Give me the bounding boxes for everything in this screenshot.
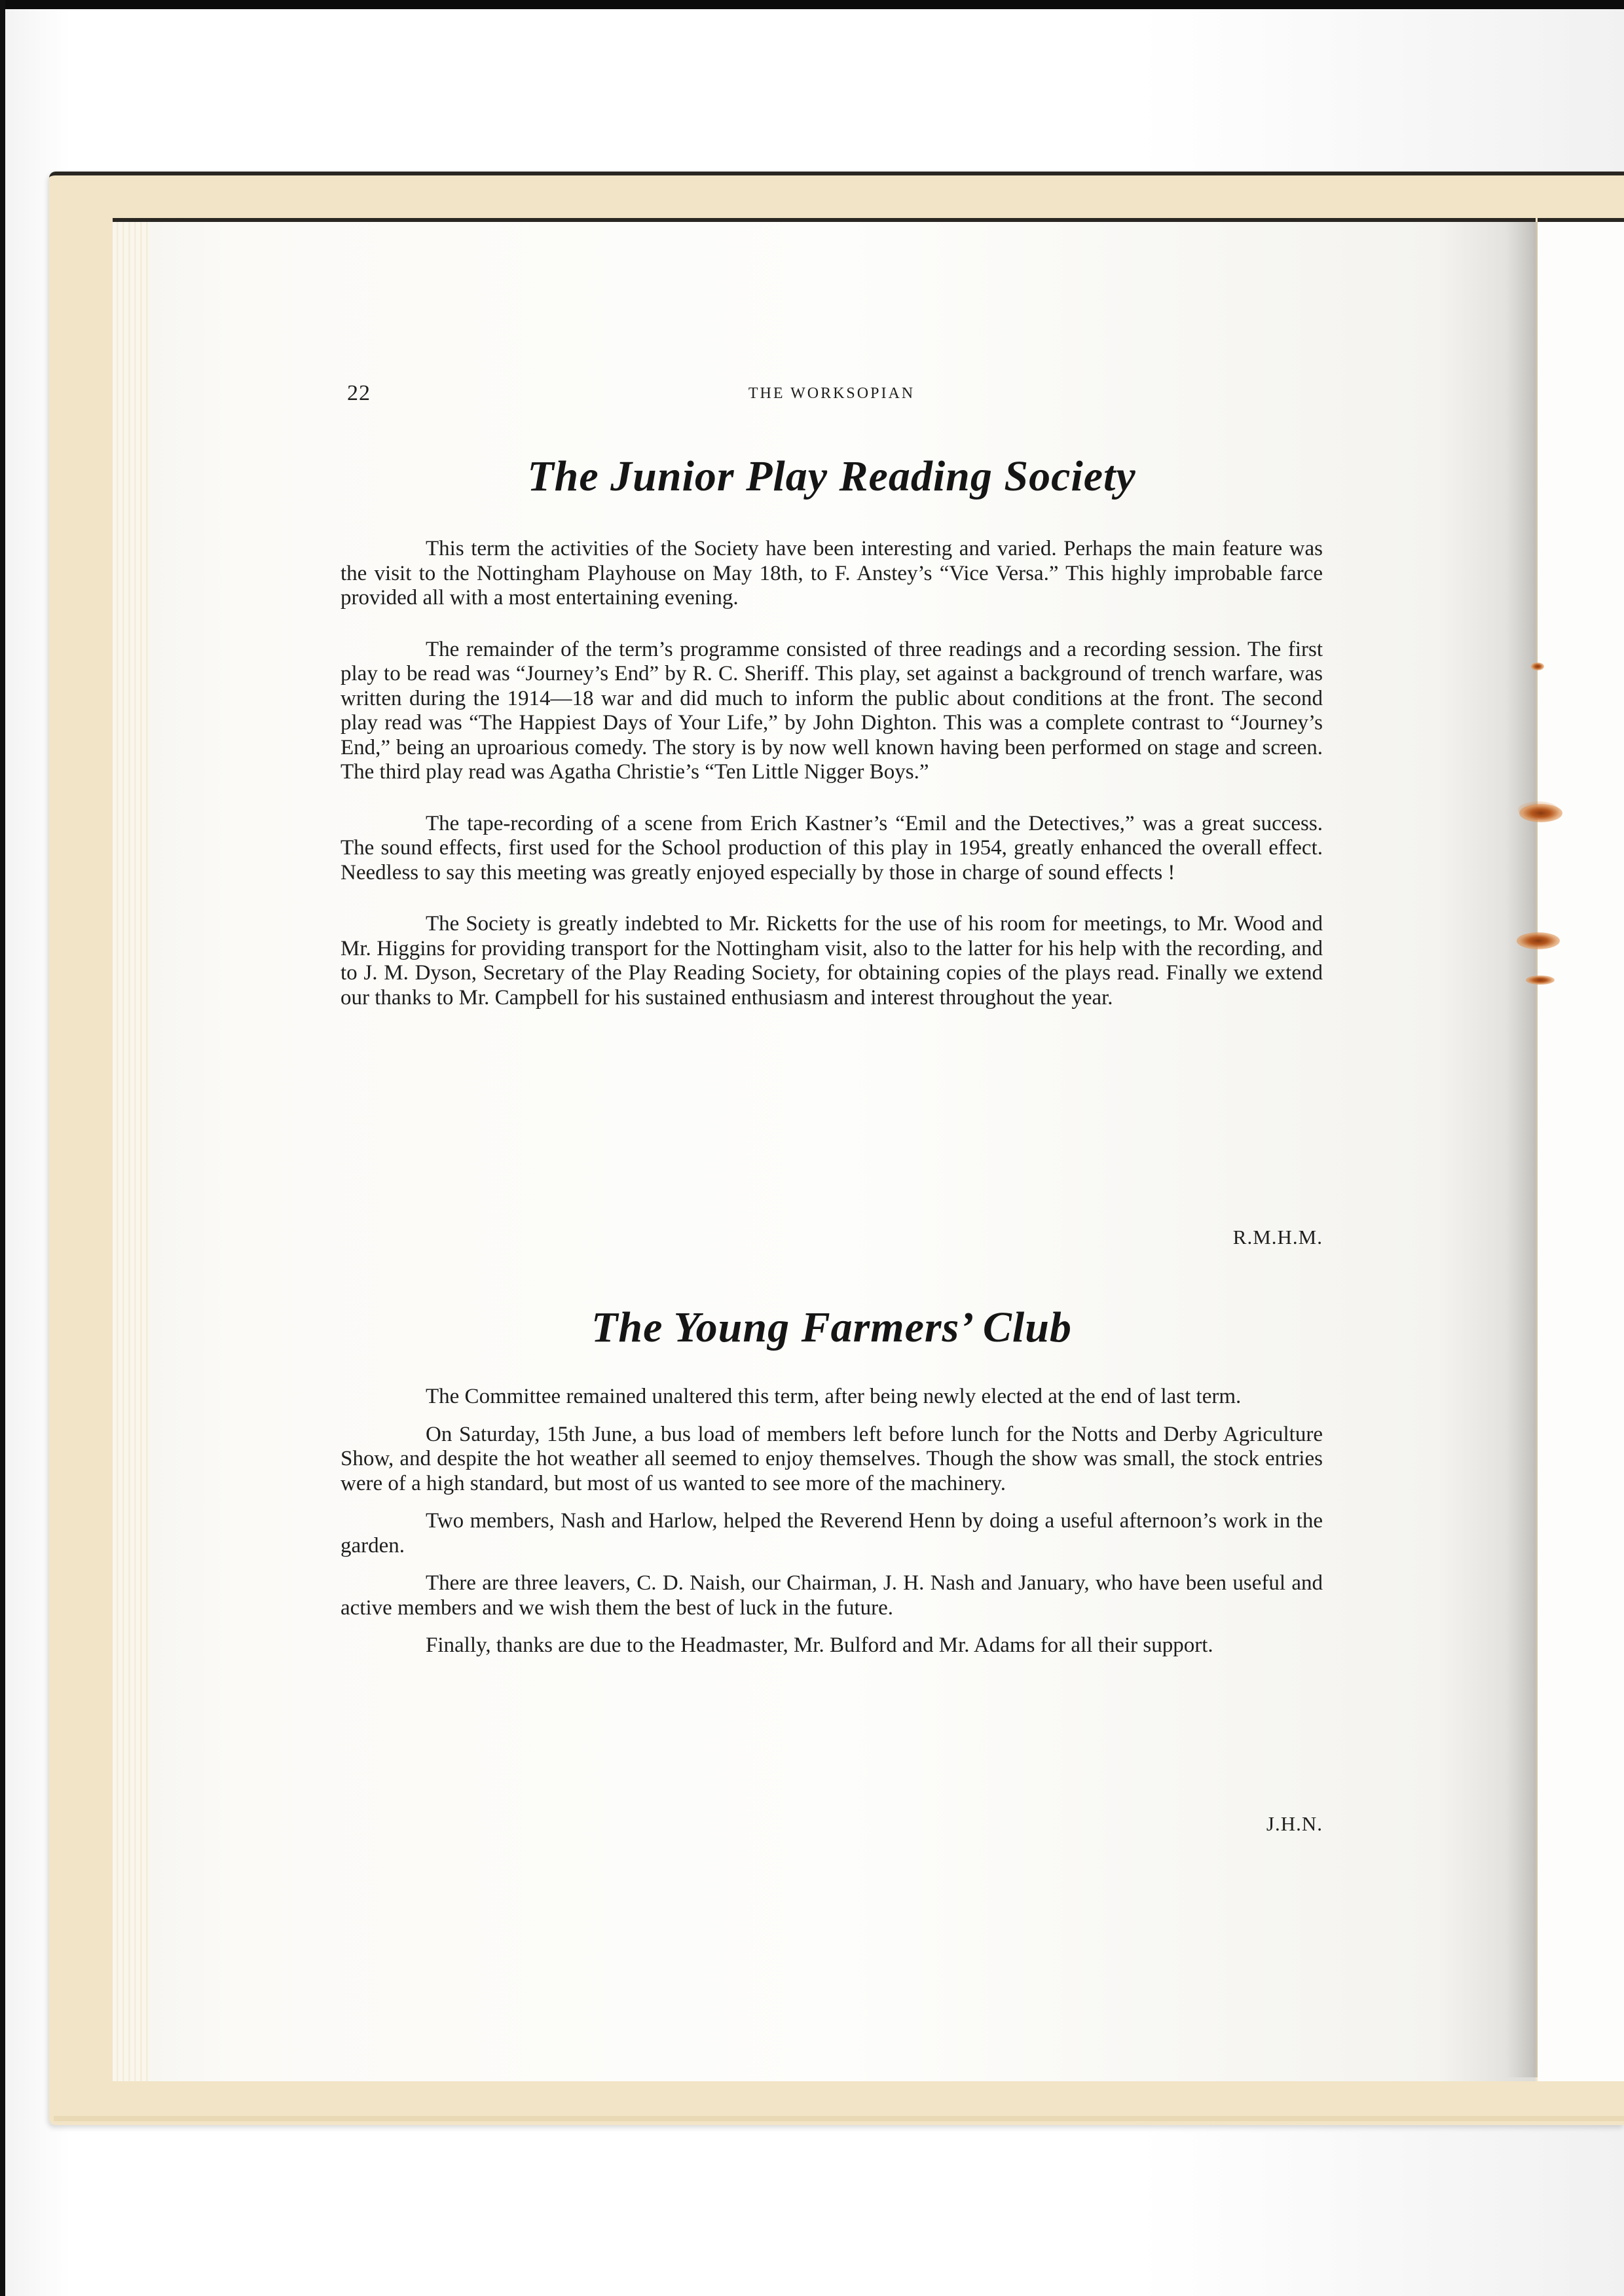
rust-stain bbox=[1517, 932, 1560, 949]
facing-page bbox=[1538, 218, 1624, 2081]
rust-stain bbox=[1526, 975, 1555, 985]
paragraph: The tape-recording of a scene from Erich Kastner’s “Emil and the Detectives,” was a great success. The sound effects, first used for the School production of this play in 1954, greatly enhanced the overall effect. Needless to say this meeting was greatly enjoyed especially by those in charge of sound effects ! bbox=[341, 811, 1323, 884]
signature-initials: R.M.H.M. bbox=[1232, 1226, 1323, 1248]
article-body-play-reading bbox=[341, 537, 1323, 1010]
page-number: 22 bbox=[347, 381, 371, 405]
book-cover-bottom-edge bbox=[54, 2116, 1624, 2121]
rust-stain bbox=[1519, 804, 1562, 822]
paragraph: The remainder of the term’s programme consisted of three readings and a recording session. The first play to be read was “Journey’s End” by R. C. Sheriff. This play, set against a background of trench warfare, was written during the 1914—18 war and did much to inform the public about conditions at the front. The second play read was “The Happiest Days of Your Life,” by John Dighton. This was a complete contrast to “Journey’s End,” being an uproarious comedy. The story is by now well known having been performed on stage and screen. The third play read was Agatha Christie’s “Ten Little Nigger Boys.” bbox=[341, 637, 1323, 784]
paragraph: Finally, thanks are due to the Headmaster, Mr. Bulford and Mr. Adams for all their support. bbox=[426, 1633, 1213, 1657]
paragraph: The Committee remained unaltered this term, after being newly elected at the end of last term. bbox=[426, 1385, 1242, 1408]
scanner-top-edge bbox=[0, 0, 1624, 9]
paragraph: The Society is greatly indebted to Mr. Ricketts for the use of his room for meetings, to Mr. Wood and Mr. Higgins for providing transport for the Nottingham visit, also to the latter for his help with the recording, and to J. M. Dyson, Secretary of the Play Reading Society, for obtaining copies of the plays read. Finally we extend our thanks to Mr. Campbell for his sustained enthusiasm and interest throughout the year. bbox=[341, 912, 1323, 1010]
scanner-left-edge bbox=[0, 0, 5, 2296]
article-title-young-farmers: The Young Farmers’ Club bbox=[591, 1303, 1072, 1351]
running-header bbox=[341, 381, 1323, 407]
journal-title: THE WORKSOPIAN bbox=[748, 385, 915, 402]
rust-stain bbox=[1531, 663, 1544, 670]
page-stack-edges bbox=[113, 218, 152, 2081]
page-gutter-shadow bbox=[1506, 222, 1538, 2077]
paragraph: There are three leavers, C. D. Naish, our Chairman, J. H. Nash and January, who have been useful and active members and we wish them the best of luck in the future. bbox=[341, 1571, 1323, 1620]
signature-initials: J.H.N. bbox=[1266, 1812, 1323, 1835]
paragraph: This term the activities of the Society have been interesting and varied. Perhaps the main feature was the visit to the Nottingham Playhouse on May 18th, to F. Anstey’s “Vice Versa.” This highly improbable farce provided all with a most entertaining evening. bbox=[341, 537, 1323, 610]
article-title-play-reading: The Junior Play Reading Society bbox=[527, 452, 1136, 500]
paragraph: On Saturday, 15th June, a bus load of members left before lunch for the Notts and Derby Agriculture Show, and despite the hot weather all seemed to enjoy themselves. Though the show was small, the stock entries were of a high standard, but most of us wanted to see more of the machinery. bbox=[341, 1422, 1323, 1495]
paragraph: Two members, Nash and Harlow, helped the Reverend Henn by doing a useful afternoon’s work in the garden. bbox=[341, 1509, 1323, 1558]
article-body-young-farmers bbox=[341, 1385, 1323, 1658]
